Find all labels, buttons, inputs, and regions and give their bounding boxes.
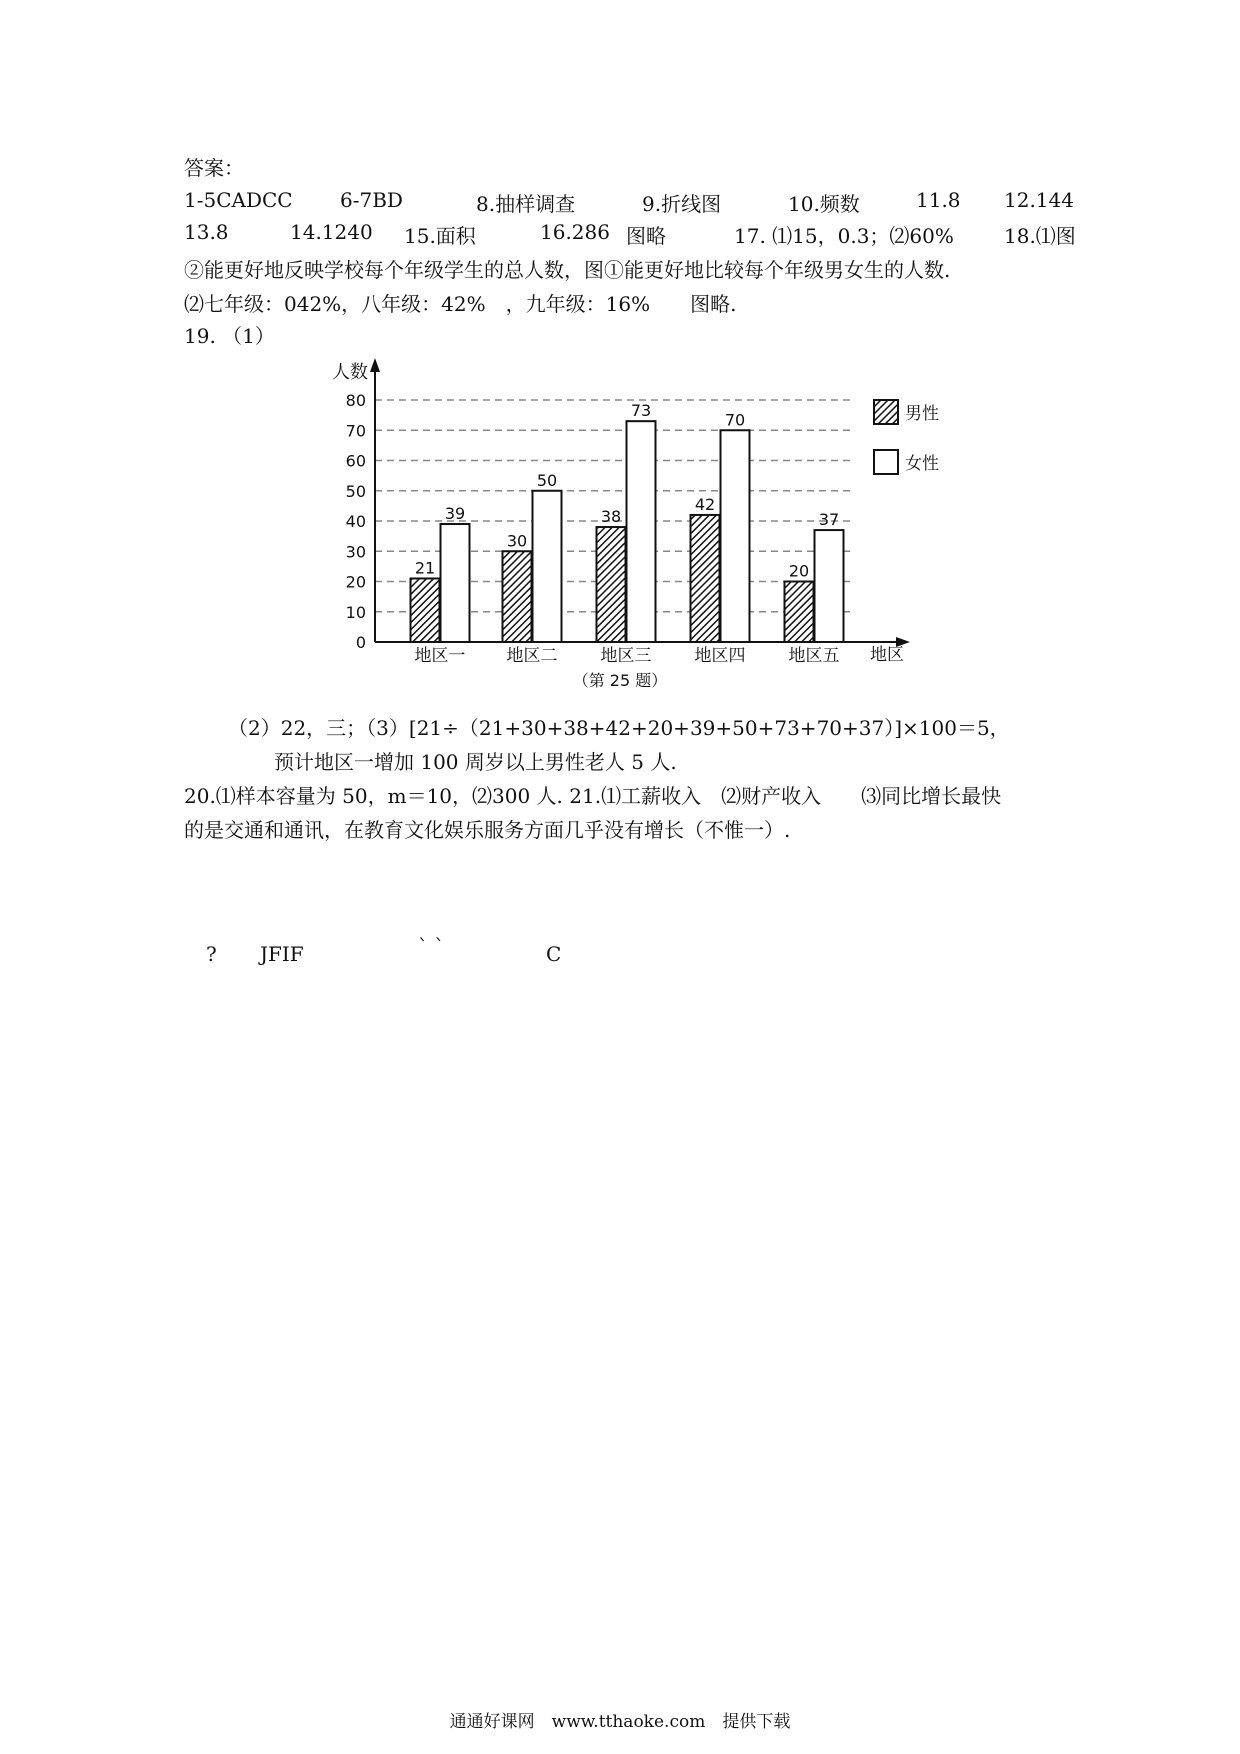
answer-12: 12.144 bbox=[1004, 188, 1074, 212]
question-19-part-2: （2）22，三；（3）[21÷（21+30+38+42+20+39+50+73+70+37）]×100＝5， bbox=[228, 716, 1010, 740]
answer-row-4: ⑵七年级：042%，八年级：42% ，九年级：16% 图略. bbox=[184, 292, 737, 316]
bar-female-5 bbox=[815, 530, 844, 642]
bar-female-1 bbox=[441, 524, 470, 642]
bar-male-5 bbox=[785, 582, 814, 643]
question-20-21-line-2: 的是交通和通讯，在教育文化娱乐服务方面几乎没有增长（不惟一）. bbox=[184, 818, 791, 842]
x-tick-label: 地区五 bbox=[788, 646, 840, 666]
answer-8: 8.抽样调查 bbox=[476, 192, 576, 216]
y-tick-label: 60 bbox=[345, 451, 366, 471]
question-20-21-line-1: 20.⑴样本容量为 50，m＝10，⑵300 人. 21.⑴工薪收入 ⑵财产收入 ⑶同比增长最快 bbox=[184, 784, 1002, 808]
answer-6-7: 6-7BD bbox=[340, 188, 403, 212]
bar-male-3 bbox=[597, 527, 626, 642]
answer-16-note: 图略 bbox=[626, 224, 666, 248]
legend-swatch-female bbox=[874, 450, 898, 474]
data-label: 73 bbox=[630, 401, 652, 421]
page-footer: 通通好课网 www.tthaoke.com 提供下载 bbox=[449, 1712, 791, 1732]
answer-15: 15.面积 bbox=[404, 224, 476, 248]
data-label: 37 bbox=[818, 510, 840, 530]
answers-heading: 答案： bbox=[184, 156, 244, 180]
legend-label-male: 男性 bbox=[905, 404, 939, 424]
x-tick-label: 地区四 bbox=[694, 646, 746, 666]
bar-chart bbox=[0, 0, 1240, 700]
x-axis-label: 地区 bbox=[870, 645, 904, 665]
bar-female-4 bbox=[721, 430, 750, 642]
bar-male-4 bbox=[691, 515, 720, 642]
answer-13: 13.8 bbox=[184, 220, 229, 244]
artifact-question-mark: ? bbox=[206, 942, 217, 966]
y-tick-label: 0 bbox=[355, 633, 366, 652]
answer-18-start: 18.⑴图 bbox=[1004, 224, 1076, 248]
answer-row-3: ②能更好地反映学校每个年级学生的总人数，图①能更好地比较每个年级男女生的人数. bbox=[184, 258, 951, 282]
data-label: 50 bbox=[536, 470, 558, 490]
question-19-label: 19. （1） bbox=[184, 324, 275, 348]
y-tick-label: 40 bbox=[345, 512, 366, 531]
data-label: 39 bbox=[444, 504, 466, 524]
data-label: 30 bbox=[506, 531, 528, 551]
artifact-jfif: JFIF bbox=[260, 942, 304, 966]
bar-male-1 bbox=[411, 578, 440, 642]
answer-17: 17. ⑴15，0.3；⑵60% bbox=[734, 224, 954, 248]
artifact-c: C bbox=[546, 942, 562, 966]
data-label: 42 bbox=[694, 494, 716, 514]
legend-label-female: 女性 bbox=[905, 454, 939, 474]
answer-14: 14.1240 bbox=[290, 220, 373, 244]
x-tick-label: 地区二 bbox=[506, 646, 558, 666]
bar-male-2 bbox=[503, 551, 532, 642]
bar-female-3 bbox=[627, 421, 656, 642]
chart-caption: （第 25 题） bbox=[572, 671, 668, 690]
x-tick-label: 地区三 bbox=[600, 646, 652, 666]
bar-female-2 bbox=[533, 491, 562, 642]
y-tick-label: 10 bbox=[345, 602, 366, 622]
y-tick-label: 50 bbox=[345, 481, 366, 501]
question-19-part-2-conclusion: 预计地区一增加 100 周岁以上男性老人 5 人. bbox=[274, 750, 677, 774]
y-tick-label: 70 bbox=[345, 421, 366, 441]
data-label: 38 bbox=[600, 507, 622, 527]
answer-10: 10.频数 bbox=[788, 192, 860, 216]
answer-1-5: 1-5CADCC bbox=[184, 188, 293, 212]
y-tick-label: 80 bbox=[345, 391, 366, 410]
y-axis-label: 人数 bbox=[332, 362, 368, 383]
y-tick-label: 30 bbox=[345, 542, 366, 562]
chart-legend bbox=[874, 400, 939, 474]
data-label: 70 bbox=[724, 410, 746, 430]
answer-9: 9.折线图 bbox=[642, 192, 722, 216]
answer-16: 16.286 bbox=[540, 220, 610, 244]
data-label: 21 bbox=[414, 558, 436, 578]
legend-swatch-male bbox=[874, 400, 898, 424]
artifact-ticks: ` ` bbox=[418, 934, 445, 958]
x-tick-label: 地区一 bbox=[414, 646, 466, 666]
answer-11: 11.8 bbox=[916, 188, 961, 212]
y-axis-arrow bbox=[370, 358, 380, 372]
y-tick-label: 20 bbox=[345, 572, 366, 592]
data-label: 20 bbox=[788, 561, 810, 581]
